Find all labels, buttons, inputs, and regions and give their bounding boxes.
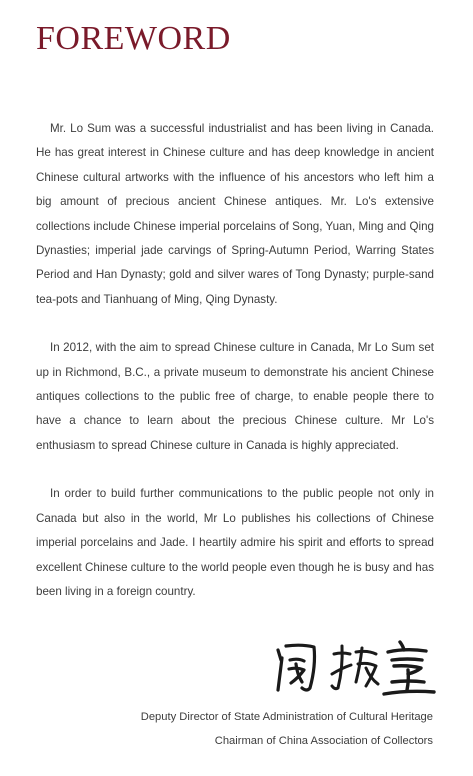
foreword-paragraph-3: In order to build further communications to the public people not only in Canada but also in the world, Mr Lo publishes his collections of Chinese imperial porcelains and Jade. I heartily admire his spirit and efforts to spread excellent Chinese culture to the world people even though he is busy and has been living in a foreign country. — [36, 487, 434, 598]
foreword-paragraph-1: Mr. Lo Sum was a successful industrialist and has been living in Canada. He has great interest in Chinese culture and has deep knowledge in ancient Chinese cultural artworks with the influence of his ancestors who left him a big amount of precious ancient Chinese antiques. Mr. Lo's extensive collections include Chinese imperial porcelains of Song, Yuan, Ming and Qing Dynasties; imperial jade carvings of Spring-Autumn Period, Warring States Period and Han Dynasty; gold and silver wares of Tong Dynasty; purple-sand tea-pots and Tianhuang of Ming, Qing Dynasty. — [36, 122, 434, 306]
author-title-2: Chairman of China Association of Collectors — [214, 735, 433, 747]
signature-char-2 — [332, 646, 378, 689]
foreword-body — [36, 117, 434, 628]
signature-char-3 — [384, 642, 434, 694]
signature-char-1 — [278, 645, 315, 690]
page-title: FOREWORD — [36, 20, 231, 57]
handwritten-signature — [272, 638, 438, 700]
author-title-1: Deputy Director of State Administration of Cultural Heritage — [140, 711, 433, 723]
author-credits — [141, 705, 433, 753]
foreword-paragraph-2: In 2012, with the aim to spread Chinese culture in Canada, Mr Lo Sum set up in Richmond, B.C., a private museum to demonstrate his ancient Chinese antiques collections to the public free of charge, to enable people there to have a chance to learn about the precious Chinese culture. Mr Lo's enthusiasm to spread Chinese culture in Canada is highly appreciated. — [36, 341, 434, 452]
